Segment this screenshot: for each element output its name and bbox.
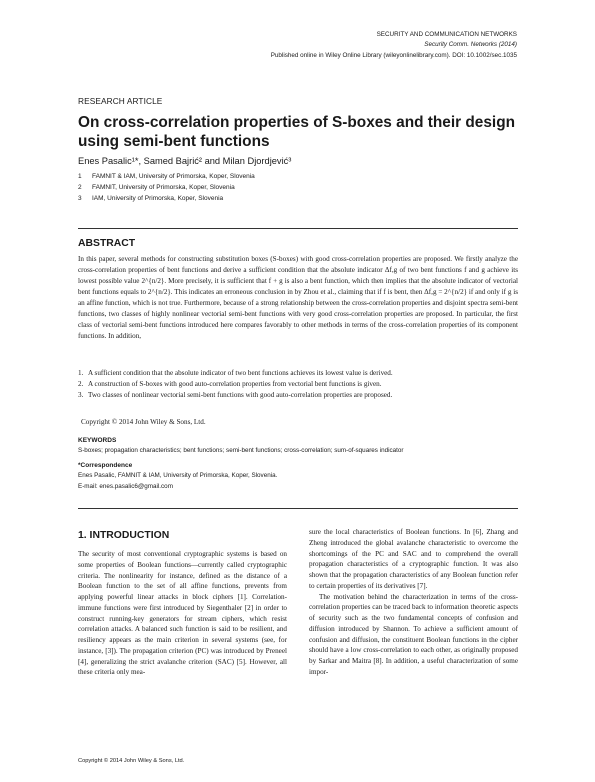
paper-title: On cross-correlation properties of S-boxes and their design using semi-bent functions bbox=[78, 114, 516, 150]
affiliation-list bbox=[78, 172, 255, 204]
contribution-list bbox=[78, 368, 518, 401]
divider bbox=[78, 228, 518, 229]
author-list: Enes Pasalic¹*, Samed Bajrić² and Milan Djordjević³ bbox=[78, 156, 292, 166]
affiliation-item: 3 IAM, University of Primorska, Koper, Slovenia bbox=[78, 194, 224, 202]
list-item: 1. A sufficient condition that the absolute indicator of two bent functions achieves its lowest value is derived. bbox=[78, 369, 393, 377]
paragraph: The security of most conventional cryptographic systems is based on some properties of Boolean functions—currently called cryptographic criteria. The nonlinearity for instance, defined as the distance of a Boolean function to the set of all affine functions, prevents from applying powerful linear attacks in block ciphers [1]. Correlation-immune functions were first introduced by Siegenthaler [2] in order to construct running-key generators for stream ciphers, which resist correlation attacks. A balanced such function is said to be resilient, and resiliency appears as the main criterion in several systems (see, for instance, [3]). The propagation criterion (PC) was introduced by Preneel [4], generalizing the strict avalanche criterion (SAC) [5]. However, all these criteria only mea- bbox=[78, 550, 287, 677]
abstract-copyright: Copyright © 2014 John Wiley & Sons, Ltd. bbox=[81, 418, 206, 426]
article-type: RESEARCH ARTICLE bbox=[78, 96, 163, 106]
introduction-heading: 1. INTRODUCTION bbox=[78, 530, 170, 541]
intro-left-column bbox=[78, 549, 287, 678]
publication-info: Published online in Wiley Online Library (wileyonlinelibrary.com). DOI: 10.1002/sec.1035 bbox=[270, 52, 517, 59]
keywords-text: S-boxes; propagation characteristics; bent functions; semi-bent functions; cross-correlation; sum-of-squares indicator bbox=[78, 447, 404, 454]
list-item: 3. Two classes of nonlinear vectorial semi-bent functions with good auto-correlation properties are proposed. bbox=[78, 391, 393, 399]
paragraph: The motivation behind the characterization in terms of the cross-correlation properties can be traced back to information theoretic aspects of security such as the two fundamental concepts of confusion and diffusion introduced by Shannon. To achieve a sufficient amount of confusion and diffusion, the constituent Boolean functions in the cipher should have a low cross-correlation to each other, as originally proposed by Sarkar and Maitra [8]. In addition, a useful characterization of some impor- bbox=[309, 592, 518, 676]
correspondence-email[interactable]: E-mail: enes.pasalic6@gmail.com bbox=[78, 483, 173, 490]
abstract-body: In this paper, several methods for constructing substitution boxes (S-boxes) with good cross-correlation properties are proposed. We firstly analyze the cross-correlation properties of bent functions and derive a sufficient condition that the absolute indicator Δf,g of two bent functions f and g achieve its lowest possible value 2^{n/2}. More precisely, it is sufficient that f + g is also a bent function, which then implies that the absolute indicator of vectorial bent functions equals to 2^{n/2}. This indicates an erroneous conclusion in by Zhou et al., claiming that if f is bent, then Δf,g = 2^{n/2} if and only if g is an affine function, which is not true. Furthermore, because of a strong relationship between the cross-correlation properties and disjoint spectra semi-bent functions, two classes of highly nonlinear vectorial semi-bent functions with very good cross-correlation properties are proposed. In particular, the first class of vectorial semi-bent functions introduced here compares favorably to other methods in terms of the cross-correlation properties of its component functions. In addition, bbox=[78, 255, 518, 340]
keywords-heading: KEYWORDS bbox=[78, 437, 117, 444]
journal-reference: Security Comm. Networks (2014) bbox=[424, 41, 517, 48]
intro-right-column bbox=[309, 527, 518, 678]
divider bbox=[78, 508, 518, 509]
affiliation-item: 1 FAMNIT & IAM, University of Primorska, Koper, Slovenia bbox=[78, 173, 255, 180]
affiliation-item: 2 FAMNIT, University of Primorska, Koper, Slovenia bbox=[78, 183, 235, 191]
paragraph: sure the local characteristics of Boolean functions. In [6], Zhang and Zheng introduced the global avalanche characteristic to overcome the shortcomings of the PC and SAC and to comprehend the overall propagation characteristics of a cryptographic function. It was also shown that the propagation characteristics of any Boolean function refer to certain properties of its derivatives [7]. bbox=[309, 528, 518, 590]
abstract-heading: ABSTRACT bbox=[78, 238, 136, 249]
journal-name: SECURITY AND COMMUNICATION NETWORKS bbox=[376, 31, 517, 38]
page-footer: Copyright © 2014 John Wiley & Sons, Ltd. bbox=[78, 758, 185, 764]
correspondence-heading: *Correspondence bbox=[78, 462, 133, 469]
list-item: 2. A construction of S-boxes with good auto-correlation properties from vectorial bent functions is given. bbox=[78, 380, 382, 388]
correspondence-address: Enes Pasalic, FAMNIT & IAM, University of Primorska, Koper, Slovenia. bbox=[78, 472, 278, 479]
